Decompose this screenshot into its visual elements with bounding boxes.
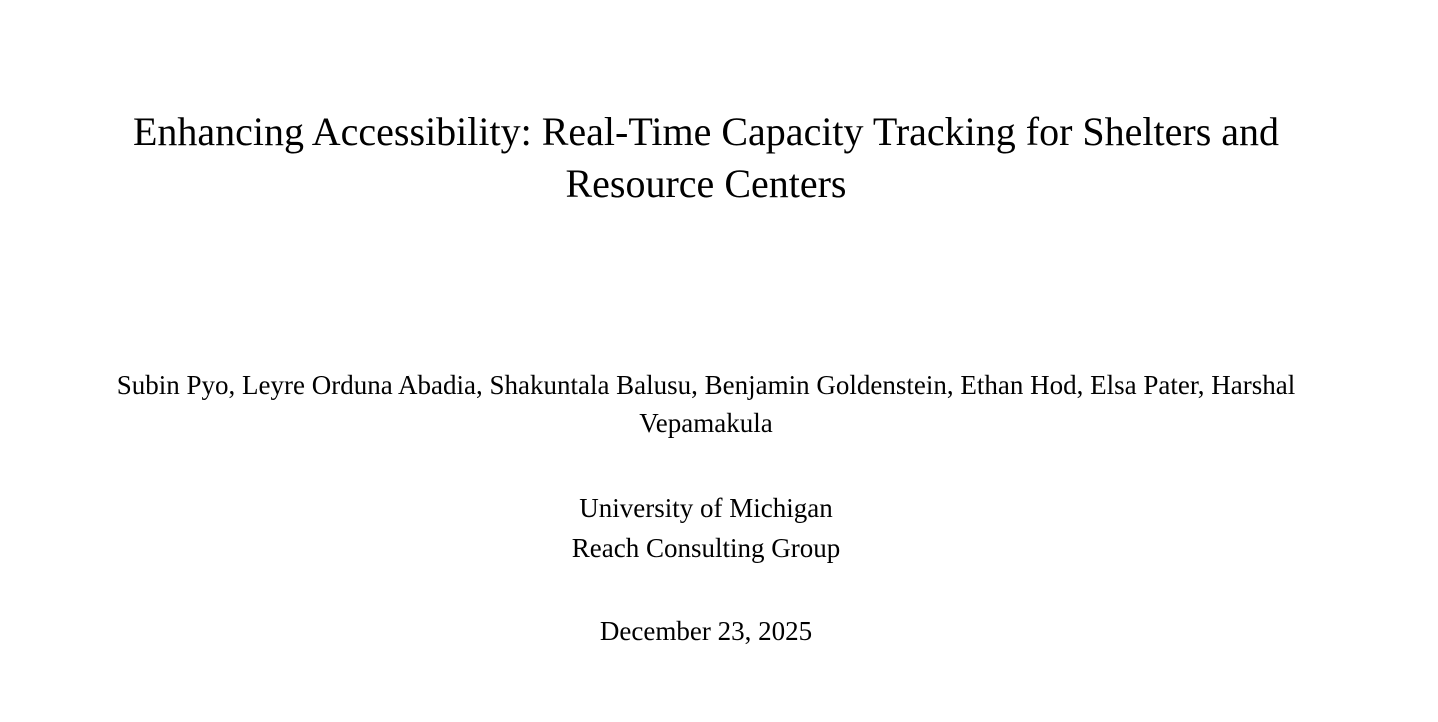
affiliation-organization: Reach Consulting Group	[571, 533, 841, 563]
publication-date: December 23, 2025	[599, 616, 813, 646]
affiliation-university: University of Michigan	[579, 493, 833, 523]
affiliations	[60, 488, 1352, 568]
author-list: Subin Pyo, Leyre Orduna Abadia, Shakuntala Balusu, Benjamin Goldenstein, Ethan Hod, Elsa Pater, Harshal Vepamakula	[116, 370, 1296, 438]
paper-title: Enhancing Accessibility: Real-Time Capacity Tracking for Shelters and Resource Centers	[132, 109, 1280, 206]
